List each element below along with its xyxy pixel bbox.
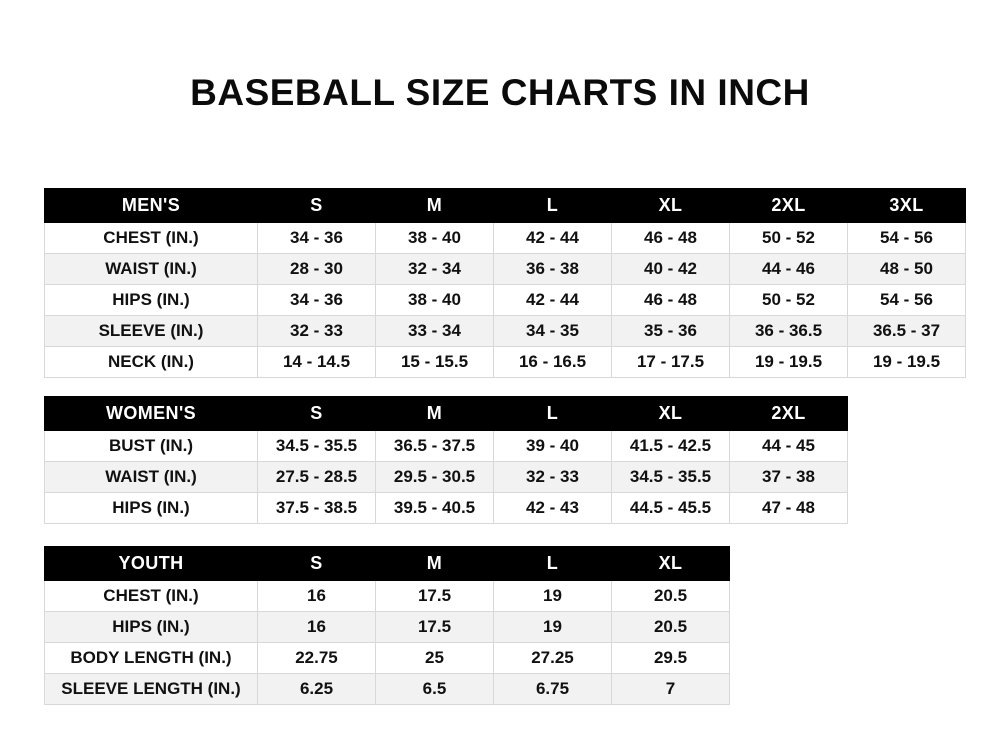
row-label: SLEEVE (IN.) [45,316,258,347]
womens-size-chart [44,396,848,524]
cell: 44.5 - 45.5 [612,493,730,524]
cell: 36 - 38 [494,254,612,285]
cell: 29.5 - 30.5 [376,462,494,493]
cell: 47 - 48 [730,493,848,524]
cell: 6.75 [494,674,612,705]
column-header-3xl: 3XL [848,189,966,223]
mens-table [44,188,966,378]
table-row [45,581,730,612]
row-label: WAIST (IN.) [45,254,258,285]
cell: 37 - 38 [730,462,848,493]
cell: 35 - 36 [612,316,730,347]
row-label: HIPS (IN.) [45,285,258,316]
row-label: WAIST (IN.) [45,462,258,493]
cell: 16 [258,581,376,612]
youth-table [44,546,730,705]
table-header-row [45,397,848,431]
cell: 17.5 [376,612,494,643]
column-header-xl: XL [612,189,730,223]
column-header-s: S [258,547,376,581]
cell: 39.5 - 40.5 [376,493,494,524]
column-header-category: MEN'S [45,189,258,223]
column-header-m: M [376,189,494,223]
cell: 19 - 19.5 [848,347,966,378]
cell: 34.5 - 35.5 [612,462,730,493]
cell: 54 - 56 [848,223,966,254]
row-label: NECK (IN.) [45,347,258,378]
cell: 19 [494,581,612,612]
cell: 34 - 35 [494,316,612,347]
table-header-row [45,189,966,223]
youth-table-body [45,547,730,705]
cell: 6.25 [258,674,376,705]
table-row [45,674,730,705]
row-label: SLEEVE LENGTH (IN.) [45,674,258,705]
column-header-xl: XL [612,547,730,581]
mens-size-chart [44,188,966,378]
column-header-category: YOUTH [45,547,258,581]
table-row [45,316,966,347]
cell: 6.5 [376,674,494,705]
cell: 50 - 52 [730,285,848,316]
cell: 28 - 30 [258,254,376,285]
cell: 34 - 36 [258,223,376,254]
cell: 50 - 52 [730,223,848,254]
column-header-l: L [494,397,612,431]
womens-table-body [45,397,848,524]
cell: 17.5 [376,581,494,612]
table-row [45,254,966,285]
table-row [45,347,966,378]
cell: 32 - 33 [258,316,376,347]
cell: 14 - 14.5 [258,347,376,378]
cell: 54 - 56 [848,285,966,316]
table-row [45,285,966,316]
table-row [45,431,848,462]
cell: 44 - 45 [730,431,848,462]
mens-table-body [45,189,966,378]
column-header-m: M [376,547,494,581]
column-header-s: S [258,397,376,431]
cell: 19 [494,612,612,643]
row-label: BUST (IN.) [45,431,258,462]
cell: 32 - 34 [376,254,494,285]
cell: 34.5 - 35.5 [258,431,376,462]
cell: 20.5 [612,581,730,612]
column-header-xl: XL [612,397,730,431]
cell: 41.5 - 42.5 [612,431,730,462]
cell: 19 - 19.5 [730,347,848,378]
column-header-l: L [494,547,612,581]
cell: 22.75 [258,643,376,674]
table-header-row [45,547,730,581]
cell: 16 [258,612,376,643]
cell: 39 - 40 [494,431,612,462]
cell: 38 - 40 [376,285,494,316]
cell: 38 - 40 [376,223,494,254]
table-row [45,223,966,254]
column-header-l: L [494,189,612,223]
cell: 7 [612,674,730,705]
column-header-category: WOMEN'S [45,397,258,431]
cell: 46 - 48 [612,223,730,254]
row-label: CHEST (IN.) [45,223,258,254]
cell: 42 - 44 [494,285,612,316]
table-row [45,462,848,493]
cell: 37.5 - 38.5 [258,493,376,524]
table-row [45,643,730,674]
page-title: BASEBALL SIZE CHARTS IN INCH [190,72,810,113]
cell: 25 [376,643,494,674]
table-row [45,612,730,643]
womens-table [44,396,848,524]
cell: 27.5 - 28.5 [258,462,376,493]
cell: 27.25 [494,643,612,674]
cell: 42 - 44 [494,223,612,254]
cell: 46 - 48 [612,285,730,316]
cell: 16 - 16.5 [494,347,612,378]
cell: 20.5 [612,612,730,643]
youth-size-chart [44,546,730,705]
cell: 15 - 15.5 [376,347,494,378]
cell: 36.5 - 37 [848,316,966,347]
column-header-2xl: 2XL [730,189,848,223]
column-header-s: S [258,189,376,223]
row-label: HIPS (IN.) [45,493,258,524]
row-label: HIPS (IN.) [45,612,258,643]
cell: 36 - 36.5 [730,316,848,347]
cell: 44 - 46 [730,254,848,285]
column-header-2xl: 2XL [730,397,848,431]
cell: 48 - 50 [848,254,966,285]
row-label: CHEST (IN.) [45,581,258,612]
cell: 42 - 43 [494,493,612,524]
cell: 17 - 17.5 [612,347,730,378]
cell: 34 - 36 [258,285,376,316]
cell: 32 - 33 [494,462,612,493]
cell: 36.5 - 37.5 [376,431,494,462]
cell: 33 - 34 [376,316,494,347]
column-header-m: M [376,397,494,431]
cell: 40 - 42 [612,254,730,285]
cell: 29.5 [612,643,730,674]
table-row [45,493,848,524]
row-label: BODY LENGTH (IN.) [45,643,258,674]
